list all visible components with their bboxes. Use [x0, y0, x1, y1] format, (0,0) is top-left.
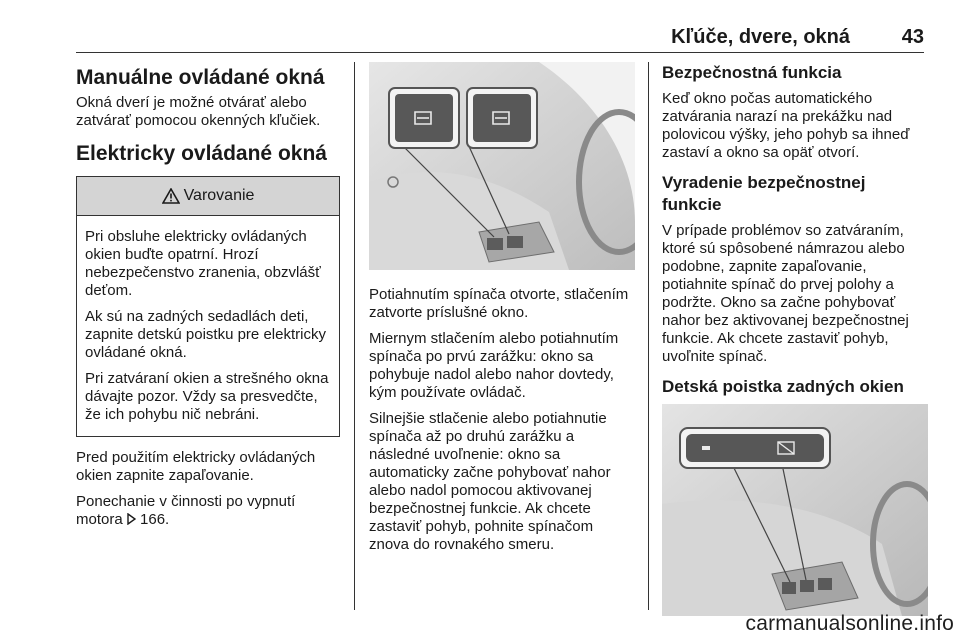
child-lock-figure: [662, 404, 928, 616]
watermark-text: carmanualsonline.info: [745, 612, 954, 635]
body-paragraph: Potiahnutím spínača otvorte, stlačením zatvorte príslušné okno.: [369, 286, 629, 321]
warning-body: [77, 216, 339, 436]
column-3: [662, 62, 928, 616]
warning-header: [77, 177, 339, 216]
header-title: Kľúče, dvere, okná: [671, 26, 850, 48]
disable-safety-text: V prípade problémov so zatváraním, ktoré sú spôsobené námrazou alebo podobne, zapnite zapaľovanie, potiahnite spínač do prvej polohy a podržte. Okno sa začne pohybovať nahor bez aktivovanej bezpečnostnej funkcie. Ak chcete zastaviť pohyb, uvoľnite spínač.: [662, 222, 909, 365]
safety-function-heading: Bezpečnostná funkcia: [662, 63, 842, 82]
electric-windows-heading: Elektricky ovládané okná: [76, 142, 327, 165]
child-lock-heading: Detská poistka zadných okien: [662, 377, 904, 396]
window-switch-illustration: [369, 62, 635, 270]
manual-windows-heading: Manuálne ovládané okná: [76, 66, 325, 89]
disable-safety-heading: Vyradenie bezpečnostnej funkcie: [662, 173, 866, 214]
body-paragraph: Silnejšie stlačenie alebo potiahnutie spínača až po druhú zarážku a následné uvoľnenie: okno sa automaticky začne pohybovať nahor alebo nadol pomocou aktivovanej bezpečnostnej funkcie. Ak chcete zastaviť pohyb, pohnite spínačom znova do rovnakého smeru.: [369, 410, 611, 553]
warning-paragraph: Pri obsluhe elektricky ovládaných okien buďte opatrní. Hrozí nebezpečenstvo zranenia, obzvlášť deťom.: [85, 228, 321, 299]
column-2: [369, 62, 635, 562]
page-reference-icon: [127, 513, 136, 525]
column-divider: [354, 62, 355, 610]
page-number: 43: [901, 26, 924, 48]
after-off-text: [76, 493, 340, 529]
page-reference: 166.: [140, 511, 170, 528]
after-off-prefix: Ponechanie v činnosti po vypnutí motora: [76, 493, 296, 528]
page-header: [76, 22, 924, 53]
column-1: [76, 62, 340, 537]
warning-title: Varovanie: [183, 187, 255, 204]
warning-triangle-icon: [162, 188, 180, 204]
ignition-text: Pred použitím elektricky ovládaných okien zapnite zapaľovanie.: [76, 449, 316, 484]
child-lock-illustration: [662, 404, 928, 616]
window-switch-figure: [369, 62, 635, 270]
warning-paragraph: Ak sú na zadných sedadlách deti, zapnite detskú poistku pre elektricky ovládané okná.: [85, 308, 326, 361]
warning-paragraph: Pri zatváraní okien a strešného okna dávajte pozor. Vždy sa presvedčte, že ich pohybu nič nebráni.: [85, 370, 329, 423]
column-divider: [648, 62, 649, 610]
manual-windows-text: Okná dverí je možné otvárať alebo zatvárať pomocou okenných kľučiek.: [76, 94, 321, 129]
body-paragraph: Miernym stlačením alebo potiahnutím spínača po prvú zarážku: okno sa pohybuje nadol alebo nahor dovtedy, kým používate ovládač.: [369, 330, 619, 401]
safety-function-text: Keď okno počas automatického zatvárania narazí na prekážku nad polovicou výšky, jeho pohyb sa ihneď zastaví a okno sa opäť otvorí.: [662, 90, 910, 161]
warning-box: [76, 176, 340, 437]
